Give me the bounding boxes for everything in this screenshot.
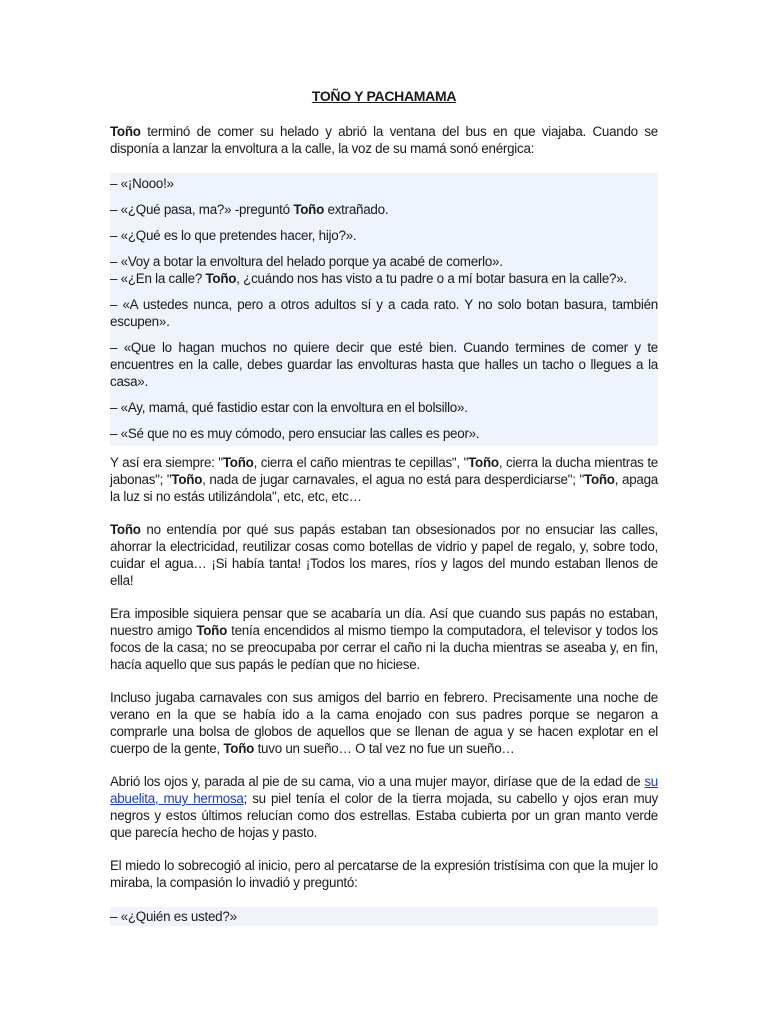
dialog-line: – «¿Qué es lo que pretendes hacer, hijo?».	[110, 228, 357, 243]
dialog-block	[110, 173, 658, 446]
dialog-line: – «Sé que no es muy cómodo, pero ensuciar las calles es peor».	[110, 426, 480, 441]
paragraph-imposible: Era imposible siquiera pensar que se acabaría un día. Así que cuando sus papás no estaban, nuestro amigo Toño tenía encendidos al mismo tiempo la computadora, el televisor y todos los focos de la casa; no se preocupaba por cerrar el caño ni la ducha mientras se aseaba y, en fin, hacía aquello que sus papás le pedían que no hiciese.	[110, 606, 659, 672]
dialog-line: – «¿En la calle? Toño, ¿cuándo nos has visto a tu padre o a mí botar basura en la calle?».	[110, 271, 627, 286]
paragraph-obsesionados: Toño no entendía por qué sus papás estaban tan obsesionados por no ensuciar las calles, ahorrar la electricidad, reutilizar cosas como botellas de vidrio y papel de regalo, y, sobre todo, cuidar el agua… ¡Si había tanta! ¡Todos los mares, ríos y lagos del mundo estaban llenos de ella!	[110, 522, 658, 588]
name-toño: Toño	[584, 472, 615, 487]
dialog-line: – «¡Nooo!»	[110, 176, 174, 191]
paragraph-siempre: Y así era siempre: "Toño, cierra el caño mientras te cepillas", "Toño, cierra la ducha mientras te jabonas"; "Toño, nada de jugar carnavales, el agua no está para desperdiciarse"; "Toño, apaga la luz si no estás utilizándola", etc, etc, etc…	[110, 455, 658, 504]
paragraph-abrio-ojos: Abrió los ojos y, parada al pie de su cama, vio a una mujer mayor, diríase que de la edad de su abuelita, muy hermosa; su piel tenía el color de la tierra mojada, su cabello y ojos eran muy negros y estos últimos relucían como dos estrellas. Estaba cubierta por un gran manto verde que parecía hecho de hojas y pasto.	[110, 774, 659, 840]
name-toño: Toño	[205, 271, 237, 286]
paragraph-miedo: El miedo lo sobrecogió al inicio, pero al percatarse de la expresión tristísima con que la mujer lo miraba, la compasión lo invadió y preguntó:	[110, 858, 658, 890]
dialog-line: – «Ay, mamá, qué fastidio estar con la envoltura en el bolsillo».	[110, 400, 468, 415]
paragraph-carnavales: Incluso jugaba carnavales con sus amigos del barrio en febrero. Precisamente una noche de verano en la que se había ido a la cama enojado con sus padres porque se negaron a comprarle una bolsa de globos de aquellos que se llenan de agua y se hacen explotar en el cuerpo de la gente, Toño tuvo un sueño… O tal vez no fue un sueño…	[110, 690, 658, 756]
story-title: TOÑO Y PACHAMAMA	[311, 88, 457, 104]
name-toño: Toño	[110, 522, 141, 537]
dialog-line: – «Que lo hagan muchos no quiere decir que esté bien. Cuando termines de comer y te encuentres en la calle, debes guardar las envolturas hasta que halles un tacho o llegues a la casa».	[110, 340, 658, 389]
name-toño: Toño	[110, 124, 141, 139]
intro-paragraph: Toño terminó de comer su helado y abrió la ventana del bus en que viajaba. Cuando se disponía a lanzar la envoltura a la calle, la voz de su mamá sonó enérgica:	[110, 124, 658, 156]
name-toño: Toño	[468, 455, 499, 470]
dialog-block-last	[110, 907, 658, 926]
story-body	[110, 88, 658, 926]
name-toño: Toño	[196, 623, 228, 638]
name-toño: Toño	[171, 472, 203, 487]
name-toño: Toño	[293, 202, 325, 217]
name-toño: Toño	[223, 741, 255, 756]
dialog-line: – «Voy a botar la envoltura del helado porque ya acabé de comerlo».	[110, 254, 503, 269]
abuelita-link[interactable]: su abuelita, muy hermosa	[110, 774, 658, 806]
name-toño: Toño	[222, 455, 254, 470]
dialog-line: – «¿Qué pasa, ma?» -preguntó Toño extrañado.	[110, 202, 389, 217]
dialog-line: – «¿Quién es usted?»	[110, 909, 237, 924]
dialog-line: – «A ustedes nunca, pero a otros adultos sí y a cada rato. Y no solo botan basura, también escupen».	[110, 297, 658, 329]
